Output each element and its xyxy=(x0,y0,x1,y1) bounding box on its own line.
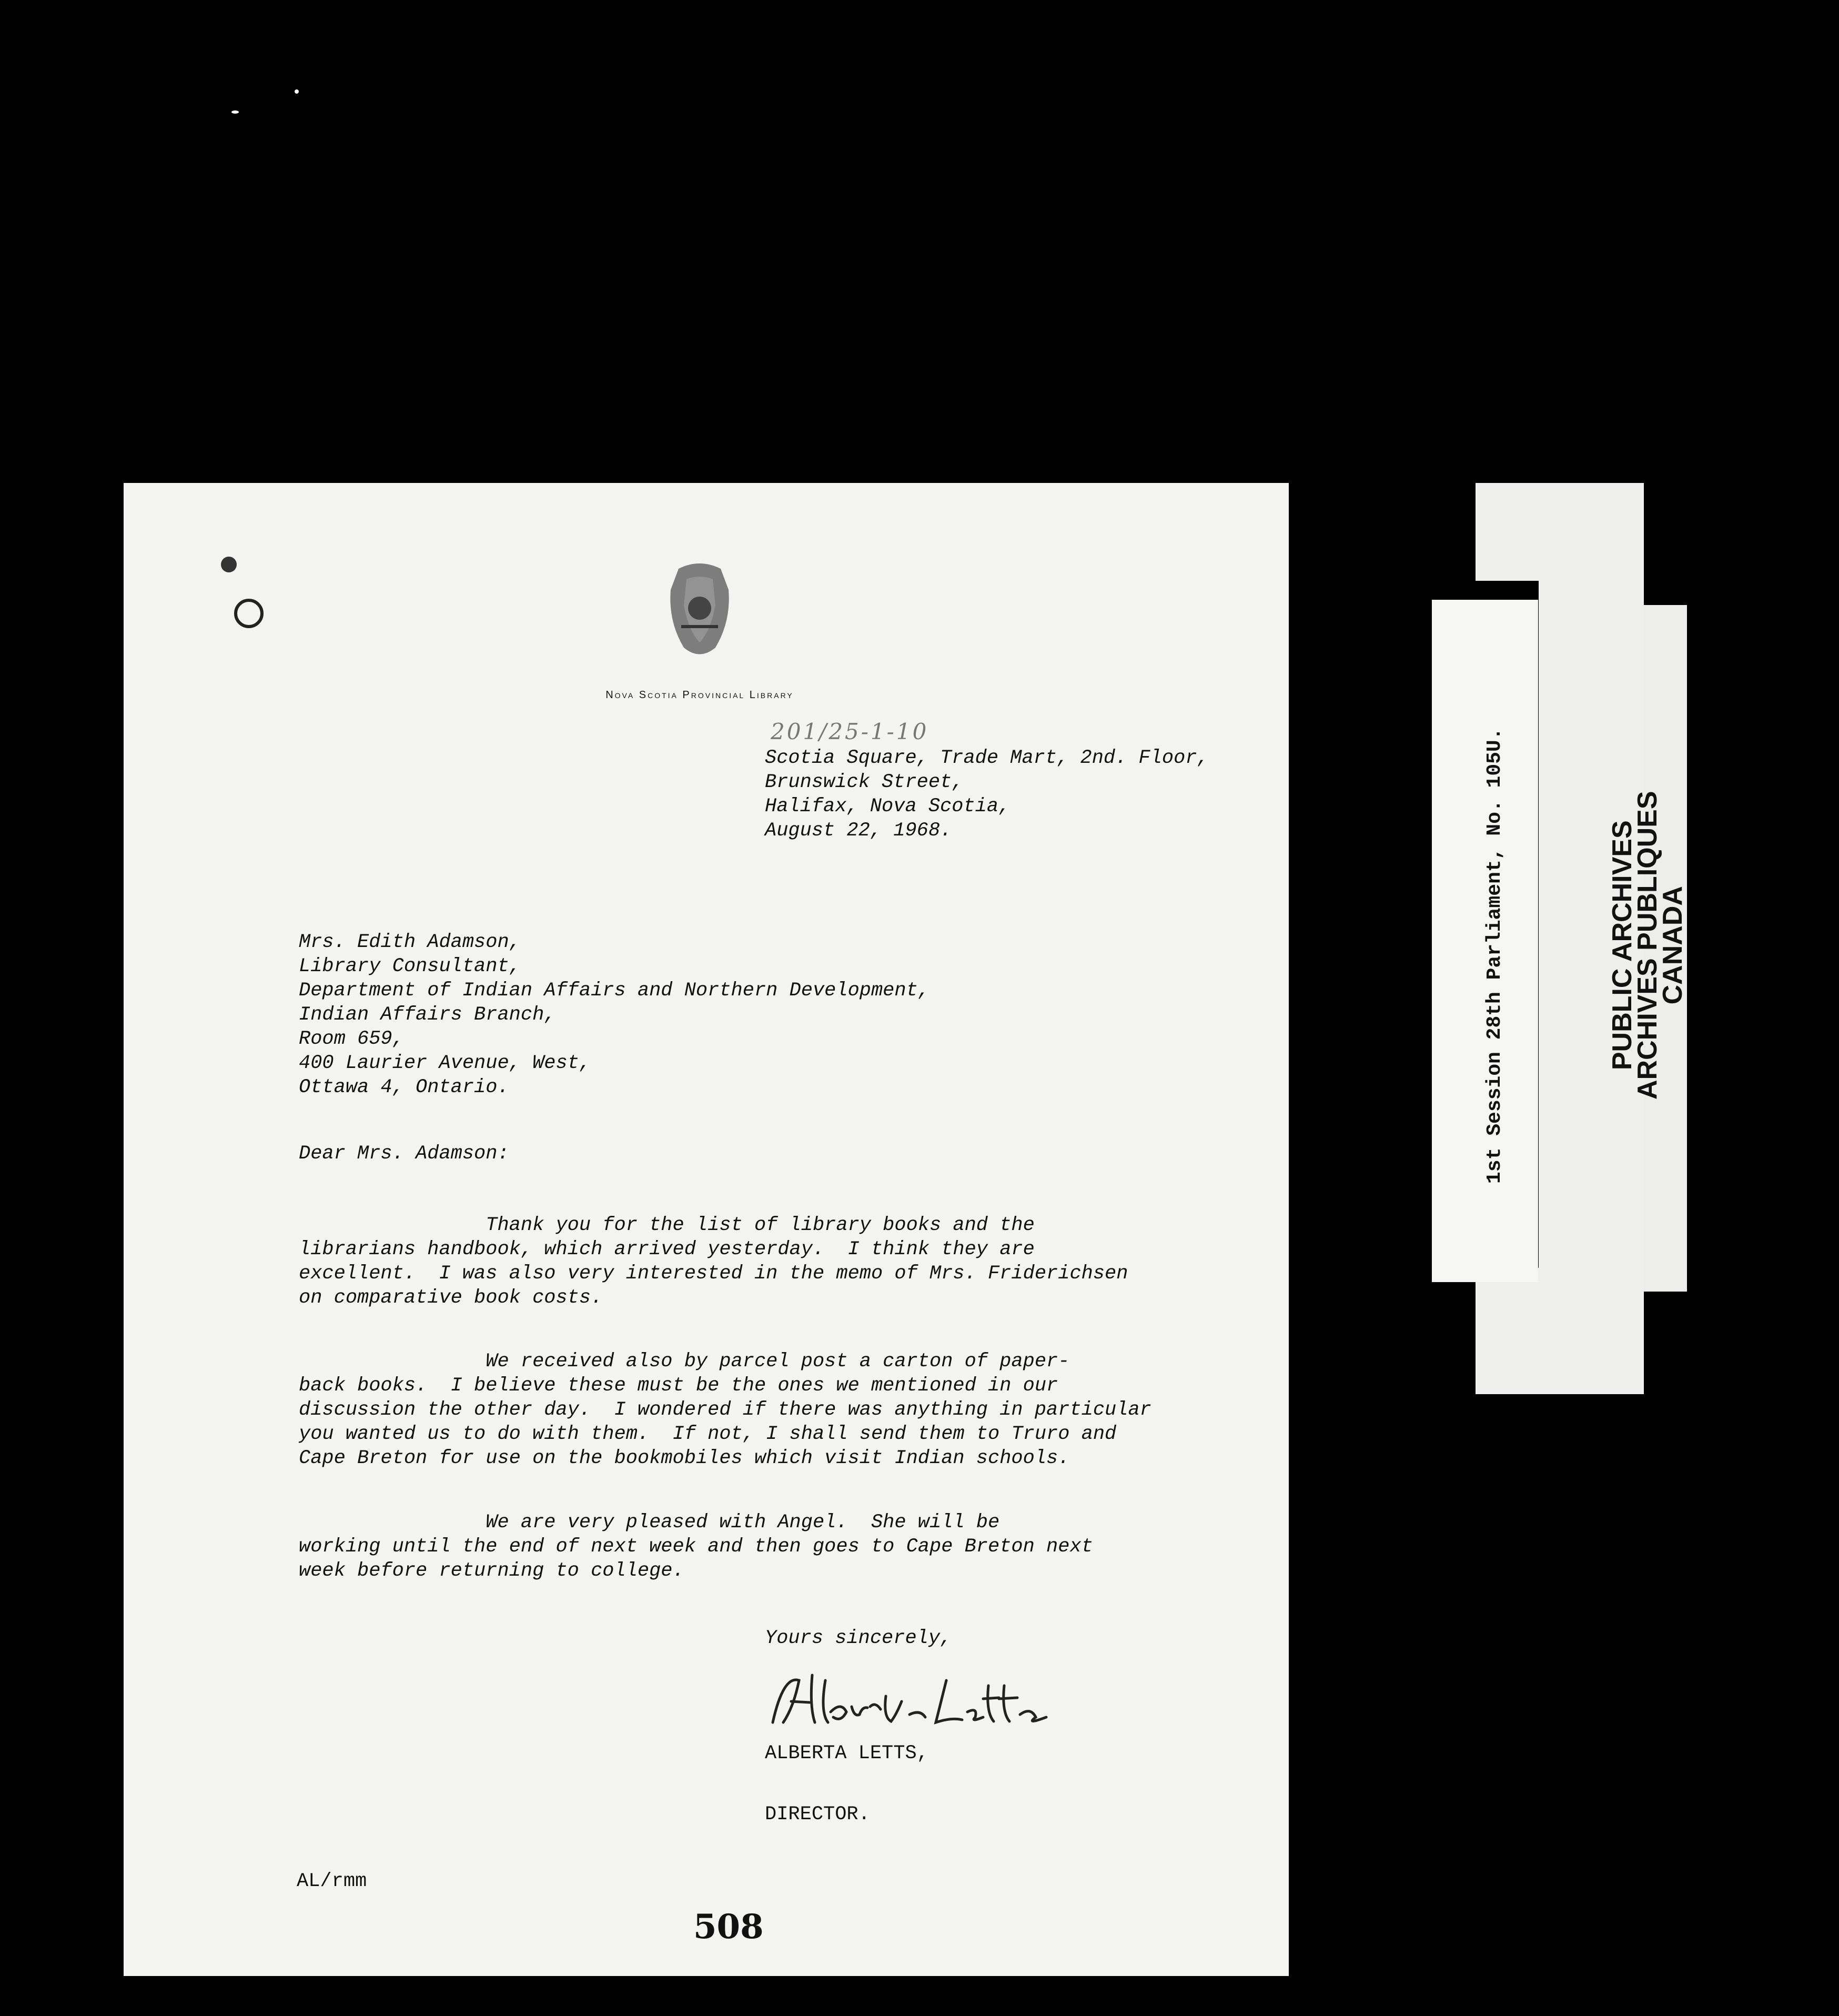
body-paragraph xyxy=(299,1510,1093,1583)
archives-line: ARCHIVES PUBLIQUES xyxy=(1632,791,1663,1100)
recipient-line: Department of Indian Affairs and Northern Development, xyxy=(299,980,929,1002)
handwritten-signature xyxy=(762,1665,1078,1738)
address-line: Brunswick Street, xyxy=(765,771,964,793)
recipient-line: Indian Affairs Branch, xyxy=(299,1004,556,1026)
body-line: Thank you for the list of library books and the xyxy=(299,1214,1035,1236)
film-speck xyxy=(231,110,239,114)
film-speck xyxy=(295,89,299,94)
punch-hole xyxy=(234,599,264,628)
signer-title: DIRECTOR. xyxy=(765,1803,870,1826)
recipient-address xyxy=(299,930,929,1100)
recipient-line: Mrs. Edith Adamson, xyxy=(299,931,521,953)
coat-of-arms-seal xyxy=(658,558,742,663)
letter-page xyxy=(124,483,1289,1976)
archives-line: PUBLIC ARCHIVES xyxy=(1607,820,1638,1071)
body-line: week before returning to college. xyxy=(299,1560,684,1582)
salutation: Dear Mrs. Adamson: xyxy=(299,1143,509,1165)
body-paragraph xyxy=(299,1349,1151,1470)
address-line: Scotia Square, Trade Mart, 2nd. Floor, xyxy=(765,747,1209,769)
recipient-line: Library Consultant, xyxy=(299,955,521,977)
sender-address xyxy=(765,746,1209,843)
address-line: Halifax, Nova Scotia, xyxy=(765,795,1011,818)
body-line: on comparative book costs. xyxy=(299,1287,603,1309)
file-reference: 201/25-1-10 xyxy=(771,719,929,744)
body-line: excellent. I was also very interested in the memo of Mrs. Friderichsen xyxy=(299,1263,1128,1285)
recipient-line: Ottawa 4, Ontario. xyxy=(299,1076,509,1098)
session-reference: 1st Session 28th Parliament, No. 105U. xyxy=(1483,728,1506,1184)
body-line: We are very pleased with Angel. She will be xyxy=(299,1511,1000,1534)
signer-name: ALBERTA LETTS, xyxy=(765,1742,928,1765)
body-line: discussion the other day. I wondered if there was anything in particular xyxy=(299,1399,1151,1421)
body-line: We received also by parcel post a carton of paper- xyxy=(299,1350,1070,1373)
letterhead-organization: Nova Scotia Provincial Library xyxy=(605,689,794,701)
body-line: working until the end of next week and then goes to Cape Breton next xyxy=(299,1536,1093,1558)
typist-initials: AL/rmm xyxy=(297,1870,367,1892)
folio-number: 508 xyxy=(693,1907,764,1947)
archives-stamp xyxy=(1607,791,1688,1100)
letter-date: August 22, 1968. xyxy=(765,820,952,842)
closing: Yours sincerely, xyxy=(765,1627,952,1649)
body-line: you wanted us to do with them. If not, I shall send them to Truro and xyxy=(299,1423,1117,1445)
archives-line: CANADA xyxy=(1658,886,1688,1005)
body-line: Cape Breton for use on the bookmobiles which visit Indian schools. xyxy=(299,1447,1070,1469)
body-paragraph xyxy=(299,1213,1128,1310)
body-line: librarians handbook, which arrived yesterday. I think they are xyxy=(299,1238,1035,1261)
punch-hole-mark xyxy=(221,557,237,572)
recipient-line: 400 Laurier Avenue, West, xyxy=(299,1052,591,1074)
body-line: back books. I believe these must be the ones we mentioned in our xyxy=(299,1375,1058,1397)
recipient-line: Room 659, xyxy=(299,1028,404,1050)
